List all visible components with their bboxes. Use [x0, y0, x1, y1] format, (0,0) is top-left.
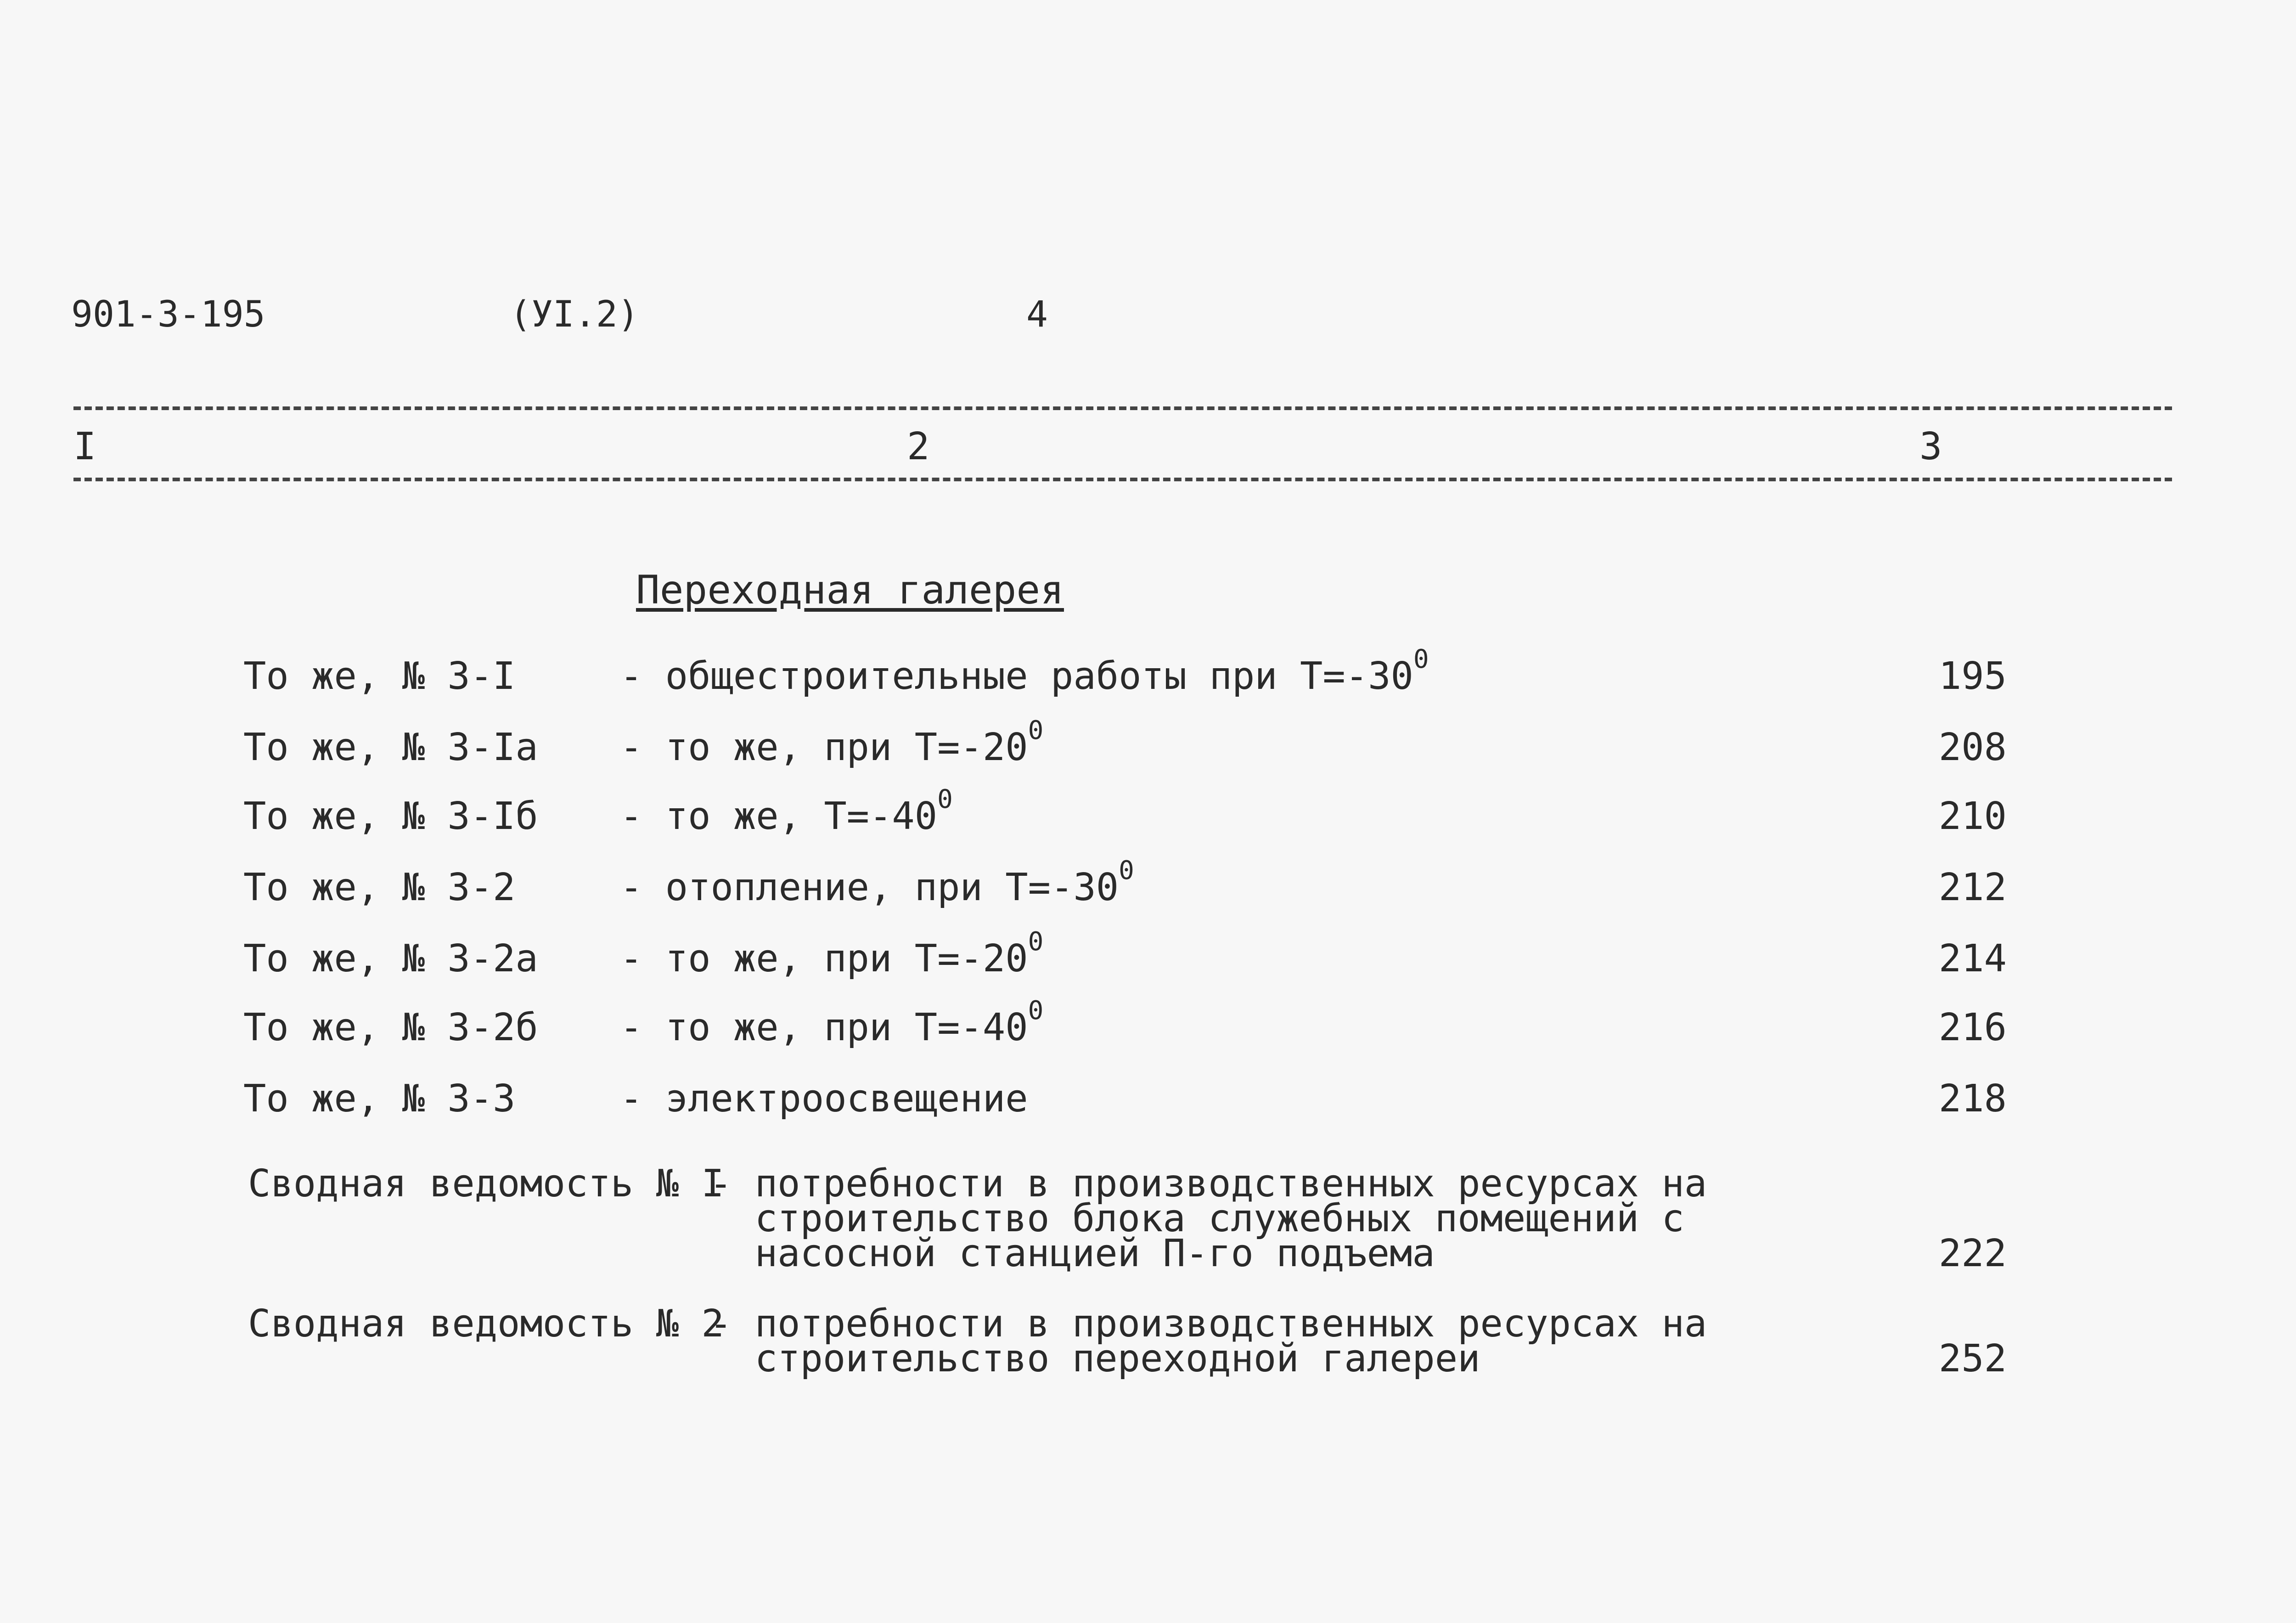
document-code: 901-3-195: [71, 294, 265, 335]
row-description: - отопление, при $Т=-30^0$: [620, 856, 1134, 909]
column-number-2: 2: [907, 425, 930, 468]
row-label: То же, № 3-2: [243, 866, 516, 909]
row-page: 195: [1938, 654, 2007, 698]
summary-line: - потребности в производственных ресурсах на: [709, 1302, 1707, 1346]
summary-label: Сводная ведомость № I: [248, 1162, 724, 1206]
row-label: То же, № 3-Iа: [243, 726, 538, 769]
row-label: То же, № 3-I: [243, 654, 516, 698]
row-page: 208: [1938, 726, 2007, 769]
row-description: - то же, $Т=-40^0$: [620, 784, 953, 838]
row-description: - общестроительные работы при $Т=-30^0$: [620, 644, 1429, 698]
summary-line: насосной станцией П-го подъема: [709, 1232, 1435, 1275]
summary-page: 252: [1938, 1337, 2007, 1381]
top-dashed-rule: [73, 406, 2172, 410]
page-number: 4: [1026, 294, 1048, 335]
summary-page: 222: [1938, 1232, 2007, 1275]
row-page: 216: [1938, 1006, 2007, 1049]
section-title: Переходная галерея: [636, 567, 1064, 613]
summary-line: строительство переходной галереи: [709, 1337, 1480, 1381]
album-code: (УI.2): [510, 294, 639, 335]
row-label: То же, № 3-2б: [243, 1006, 538, 1049]
row-page: 218: [1938, 1077, 2007, 1121]
row-description: - то же, при $Т=-20^0$: [620, 927, 1044, 981]
summary-line: - потребности в производственных ресурсах на: [709, 1162, 1707, 1206]
row-page: 210: [1938, 795, 2007, 838]
row-description: - электроосвещение: [620, 1077, 1028, 1121]
column-number-3: 3: [1919, 425, 1942, 468]
row-label: То же, № 3-Iб: [243, 795, 538, 838]
bottom-dashed-rule: [73, 478, 2172, 481]
row-label: То же, № 3-3: [243, 1077, 516, 1121]
row-page: 214: [1938, 937, 2007, 981]
summary-line: строительство блока служебных помещений с: [709, 1197, 1684, 1240]
row-description: - то же, при $Т=-40^0$: [620, 996, 1044, 1049]
summary-label: Сводная ведомость № 2: [248, 1302, 724, 1346]
column-number-1: I: [73, 425, 96, 468]
row-page: 212: [1938, 866, 2007, 909]
row-description: - то же, при $Т=-20^0$: [620, 716, 1044, 769]
row-label: То же, № 3-2а: [243, 937, 538, 981]
